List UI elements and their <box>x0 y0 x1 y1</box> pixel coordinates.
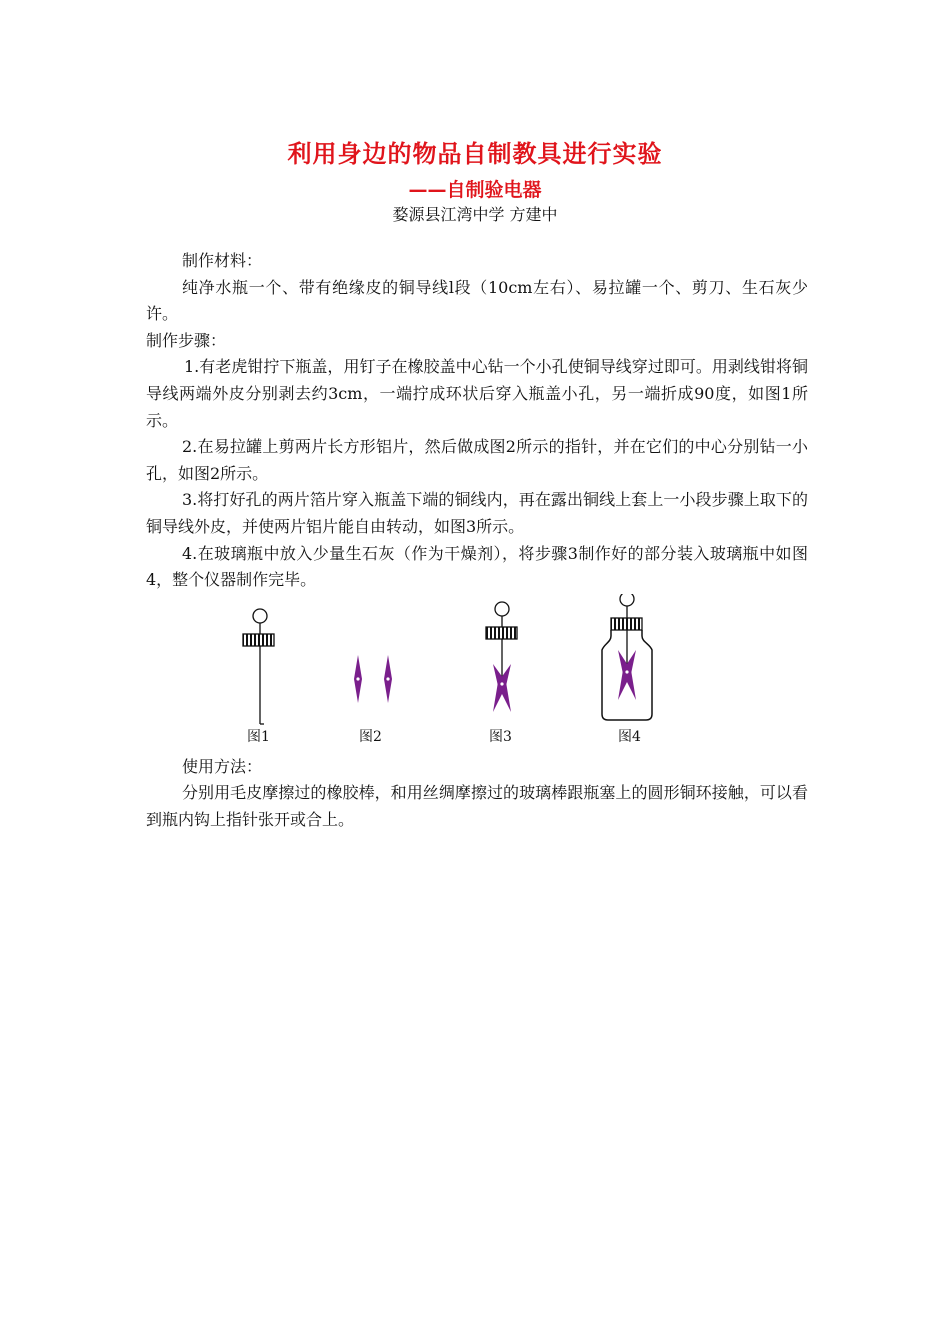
figure-2-drawing <box>354 655 392 703</box>
figure-1-drawing <box>243 609 274 724</box>
step-3: 3.将打好孔的两片箔片穿入瓶盖下端的铜线内，再在露出铜线上套上一小段步骤上取下的铜导线外皮，并使两片铝片能自由转动，如图3所示。 <box>146 490 808 536</box>
materials-heading: 制作材料： <box>182 251 263 270</box>
author-line: 婺源县江湾中学 方建中 <box>392 205 558 224</box>
usage-heading: 使用方法： <box>182 756 263 776</box>
figure-1-caption: 图1 <box>247 728 270 745</box>
step-2: 2.在易拉罐上剪两片长方形铝片，然后做成图2所示的指针，并在它们的中心分别钻一小孔，如图2所示。 <box>146 437 808 483</box>
figure-3-caption: 图3 <box>489 728 512 745</box>
document-subtitle: ——自制验电器 <box>408 179 542 201</box>
document-body <box>146 248 808 834</box>
figures-illustration <box>146 594 808 754</box>
figure-3-drawing <box>486 602 517 712</box>
usage-text: 分别用毛皮摩擦过的橡胶棒，和用丝绸摩擦过的玻璃棒跟瓶塞上的圆形铜环接触，可以看到瓶内钩上指针张开或合上。 <box>146 783 808 829</box>
figure-4-caption: 图4 <box>618 728 641 745</box>
figures-row <box>146 594 808 754</box>
figure-4-drawing <box>602 594 652 720</box>
step-1: 1.有老虎钳拧下瓶盖，用钉子在橡胶盖中心钻一个小孔使铜导线穿过即可。用剥线钳将铜导线两端外皮分别剥去约3cm，一端拧成环状后穿入瓶盖小孔，另一端折成90度，如图1所示。 <box>146 357 808 430</box>
document-title: 利用身边的物品自制教具进行实验 <box>287 140 663 168</box>
steps-heading: 制作步骤： <box>146 330 227 350</box>
figure-2-caption: 图2 <box>359 728 382 745</box>
step-4: 4.在玻璃瓶中放入少量生石灰（作为干燥剂），将步骤3制作好的部分装入玻璃瓶中如图4，整个仪器制作完毕。 <box>146 543 808 590</box>
materials-text: 纯净水瓶一个、带有绝缘皮的铜导线l段（10cm左右）、易拉罐一个、剪刀、生石灰少许。 <box>146 277 808 324</box>
